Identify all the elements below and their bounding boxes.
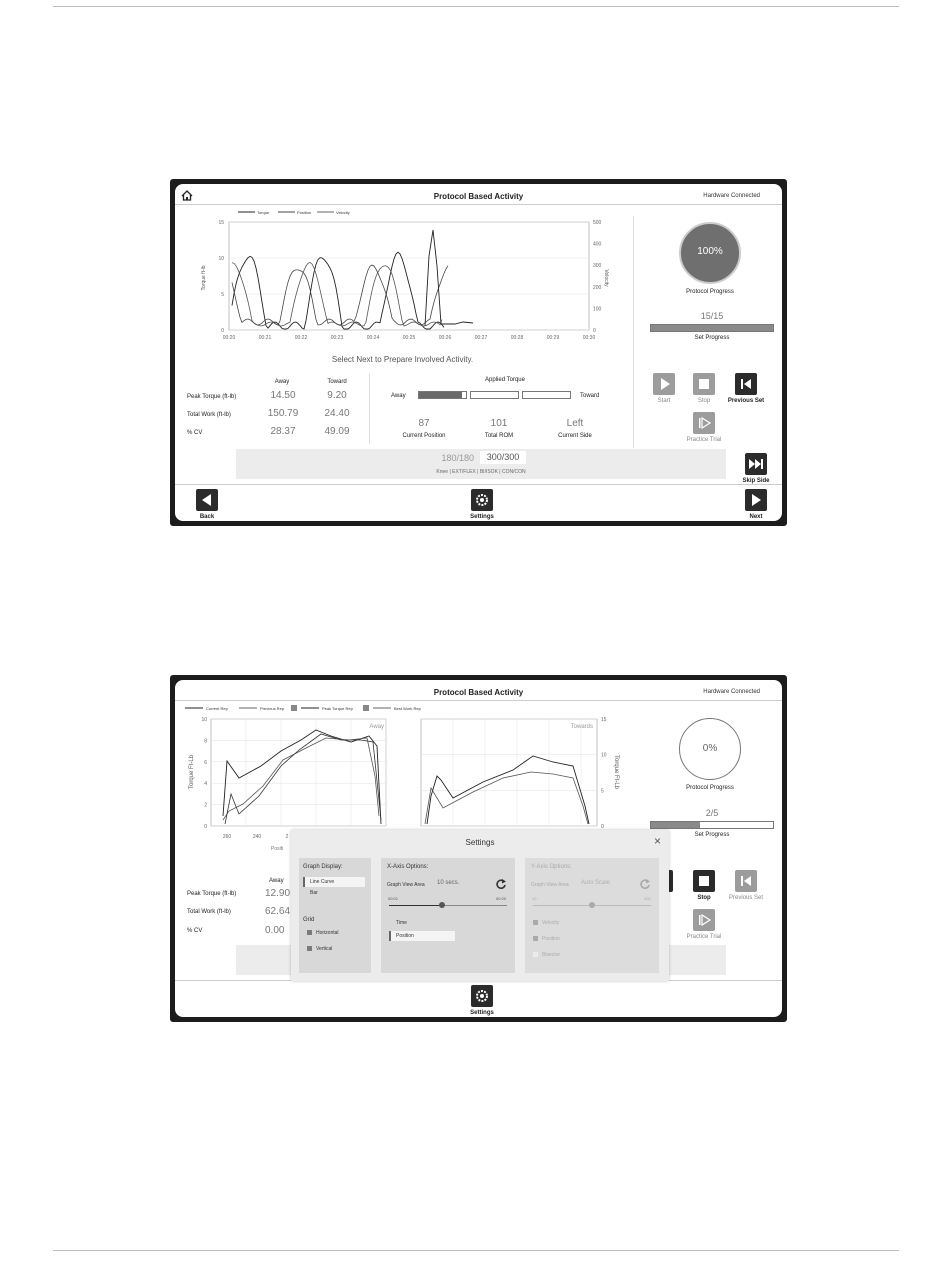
protocol-progress-label: Protocol Progress	[686, 785, 734, 791]
stats-row-label: Total Work (ft-lb)	[187, 412, 231, 418]
next-button[interactable]	[745, 489, 767, 511]
set-progress-fill	[651, 822, 700, 828]
x-axis-panel	[381, 858, 515, 973]
fast-forward-icon	[745, 453, 767, 475]
stats-col-away: Away	[269, 878, 284, 884]
x-tick-label: 00:22	[294, 335, 308, 341]
play-icon	[653, 373, 675, 395]
stop-label: Stop	[697, 398, 711, 404]
stats-col-away: Away	[274, 379, 290, 385]
stop-button[interactable]	[693, 373, 715, 395]
practice-trial-label: Practice Trial	[686, 437, 722, 443]
rep-legend	[183, 703, 463, 713]
y-right-ticks	[593, 220, 602, 334]
stats-toward-value: 49.09	[324, 426, 350, 437]
checkbox-icon	[533, 952, 538, 957]
checkbox-icon	[307, 930, 312, 935]
previous-set-label: Previous Set	[727, 398, 765, 404]
y-tick-label: 8	[204, 738, 207, 745]
legend-torque: Torque	[257, 210, 270, 215]
y-right-tick-label: 300	[593, 263, 602, 270]
x-slider-max: 00:20	[496, 896, 507, 901]
set-progress-value: 15/15	[700, 311, 724, 321]
start-label: Start	[657, 398, 671, 404]
gridlines	[229, 222, 589, 330]
stats-away-value: 28.37	[270, 426, 296, 437]
start-button[interactable]	[653, 373, 675, 395]
stats-row-label: Peak Torque (ft-lb)	[187, 891, 237, 897]
back-button[interactable]	[196, 489, 218, 511]
skip-side-button[interactable]	[745, 453, 767, 475]
previous-set-button[interactable]	[735, 870, 757, 892]
stats-row-label: Peak Torque (ft-lb)	[187, 394, 237, 400]
y-slider-thumb[interactable]	[589, 902, 595, 908]
chart-tag-towards: Towards	[570, 724, 593, 730]
x-tick-label: 00:20	[222, 335, 236, 341]
applied-torque-meter	[418, 391, 573, 399]
y-tick-label: 15	[218, 220, 224, 226]
option-time[interactable]: Time	[396, 920, 407, 926]
applied-torque-fill	[419, 392, 462, 398]
y-option-position[interactable]	[533, 936, 560, 942]
protocol-progress-value: 100%	[697, 246, 723, 257]
y-right-tick-label: 100	[593, 306, 602, 313]
protocol-progress-value: 0%	[702, 743, 718, 754]
settings-label: Settings	[470, 1010, 494, 1016]
reset-icon[interactable]	[495, 878, 507, 890]
y-right-tick-label: 200	[593, 284, 602, 291]
stop-button[interactable]	[693, 870, 715, 892]
x-tick-label: 00:27	[474, 335, 488, 341]
current-rep-line	[223, 730, 381, 824]
grid-vertical-label: Vertical	[316, 946, 333, 952]
y-axis-label: Torque Ft-Lb	[189, 754, 195, 790]
footer-divider	[175, 484, 782, 485]
previous-set-button[interactable]	[735, 373, 757, 395]
set-progress-label: Set Progress	[694, 335, 730, 341]
towards-torque-chart	[413, 716, 623, 836]
x-slider-track[interactable]	[389, 905, 507, 906]
x-view-area-label: Graph View Area	[387, 882, 425, 888]
torque-series	[232, 252, 444, 329]
app-window	[175, 184, 782, 521]
set-progress-value: 2/5	[705, 808, 719, 818]
x-slider-fill	[389, 905, 442, 906]
y-option-bisector-label: Bisector	[542, 952, 561, 958]
settings-label: Settings	[470, 514, 494, 520]
x-tick-label: 00:23	[330, 335, 344, 341]
next-icon	[745, 489, 767, 511]
x-slider-thumb[interactable]	[439, 902, 445, 908]
legend-current-rep: Current Rep	[206, 706, 228, 711]
total-rom-value: 101	[490, 418, 508, 429]
total-rom-label: Total ROM	[484, 433, 514, 439]
x-tick-label: 00:24	[366, 335, 380, 341]
y-tick-label: 2	[204, 802, 207, 809]
y-right-label: Velocity	[603, 269, 609, 287]
y-tick-label: 10	[218, 256, 224, 262]
current-position-label: Current Position	[402, 433, 446, 439]
back-label: Back	[199, 514, 215, 520]
torque-chart	[193, 206, 613, 346]
current-position-value: 87	[418, 418, 430, 429]
y-option-position-label: Position	[542, 936, 560, 942]
checkbox-icon	[533, 920, 538, 925]
gear-icon	[471, 489, 493, 511]
current-side-label: Current Side	[558, 433, 592, 439]
legend-checkbox	[363, 705, 369, 711]
stats-away-value: 12.90	[265, 888, 291, 899]
chart-tag-away: Away	[369, 724, 384, 730]
y-tick-label: 15	[601, 717, 607, 723]
hardware-status: Hardware Connected	[703, 193, 760, 199]
stats-row-label: Total Work (ft-lb)	[187, 909, 231, 915]
practice-trial-button[interactable]	[693, 909, 715, 931]
y-tick-label: 10	[201, 717, 207, 723]
applied-torque-label: Applied Torque	[485, 377, 525, 383]
x-tick-label: 2	[285, 834, 289, 840]
plot-frame	[229, 222, 589, 330]
screenshot-protocol-activity	[170, 179, 787, 526]
header-divider	[175, 700, 782, 701]
option-bar[interactable]: Bar	[310, 890, 318, 896]
set-progress-fill	[651, 325, 773, 331]
grid-title: Grid	[303, 917, 315, 923]
current-rep-line	[427, 756, 589, 824]
y-axis-label: Torque Ft-Lb	[613, 754, 619, 790]
x-view-area-value: 10 secs.	[437, 880, 460, 886]
practice-trial-button[interactable]	[693, 412, 715, 434]
back-icon	[196, 489, 218, 511]
y-tick-label: 5	[601, 788, 604, 795]
x-tick-label: 00:29	[546, 335, 560, 341]
stats-toward-value: 9.20	[327, 390, 347, 401]
page-title: Protocol Based Activity	[433, 688, 524, 697]
stats-col-toward: Toward	[327, 379, 347, 385]
settings-dialog	[291, 830, 669, 981]
y-tick-label: 6	[204, 759, 207, 766]
stats-row-label: % CV	[187, 430, 203, 436]
y-slider-min: 10	[532, 896, 537, 901]
legend-best-work-rep: Best Work Rep	[394, 706, 421, 711]
x-tick-label: 00:25	[402, 335, 416, 341]
grid-vertical-option[interactable]	[307, 946, 332, 952]
stats-away-value: 0.00	[265, 925, 285, 936]
y-option-bisector[interactable]	[533, 952, 560, 958]
practice-trial-icon	[693, 412, 715, 434]
protocol-progress-label: Protocol Progress	[686, 289, 734, 295]
stats-toward-value: 24.40	[324, 408, 350, 419]
practice-trial-icon	[693, 909, 715, 931]
x-tick-label: 00:21	[258, 335, 272, 341]
status-message: Select Next to Prepare Involved Activity.	[331, 355, 474, 364]
current-side-value: Left	[566, 418, 584, 429]
legend-checkbox	[291, 705, 297, 711]
app-window	[175, 680, 782, 1017]
page-title: Protocol Based Activity	[433, 192, 524, 201]
x-tick-label: 260	[222, 834, 232, 840]
stop-label: Stop	[697, 895, 711, 901]
reset-icon[interactable]	[639, 878, 651, 890]
torque-spike	[425, 230, 473, 326]
header-divider	[175, 204, 782, 205]
rep-curves	[223, 730, 381, 824]
peak-torque-rep-line	[225, 734, 381, 824]
gear-icon	[471, 985, 493, 1007]
y-axis-title: Y-Axis Options:	[531, 864, 572, 870]
applied-torque-toward: Toward	[580, 393, 600, 399]
y-right-tick-label: 500	[593, 220, 602, 226]
x-axis-title: X-Axis Options:	[387, 864, 429, 870]
x-tick-label: 00:26	[438, 335, 452, 341]
set-progress-bar	[650, 324, 774, 332]
close-icon[interactable]: ×	[653, 834, 661, 848]
x-tick-label: 00:30	[582, 335, 596, 341]
set-progress-label: Set Progress	[694, 832, 730, 838]
protocol-description: Knee | EXT/FLEX | BI/ISOK | CON/CON	[436, 469, 526, 475]
page-top-rule	[53, 6, 899, 7]
y-tick-label: 4	[204, 781, 207, 788]
next-label: Next	[749, 514, 763, 520]
checkbox-icon	[307, 946, 312, 951]
y-ticks	[201, 717, 207, 830]
grid-horizontal-option[interactable]	[307, 930, 339, 936]
y-axis-panel	[525, 858, 659, 973]
stop-icon	[693, 373, 715, 395]
y-right-tick-label: 0	[593, 328, 596, 334]
previous-set-label: Previous Set	[728, 895, 764, 901]
y-left-ticks	[218, 220, 224, 334]
stats-row-label: % CV	[187, 928, 203, 934]
screenshot-settings-dialog	[170, 675, 787, 1022]
stop-icon	[693, 870, 715, 892]
x-tick-label: 240	[252, 834, 262, 840]
y-tick-label: 0	[221, 328, 224, 334]
y-slider-track[interactable]	[533, 905, 651, 906]
set-progress-bar	[650, 821, 774, 829]
y-ticks	[601, 717, 607, 830]
x-ticks	[223, 834, 289, 840]
legend-velocity: Velocity	[336, 210, 350, 215]
skip-back-icon	[735, 870, 757, 892]
hardware-status: Hardware Connected	[703, 689, 760, 695]
y-tick-label: 10	[601, 752, 607, 759]
speed-away: 180/180	[441, 453, 474, 463]
y-slider-max: 400	[644, 896, 651, 901]
legend-peak-torque-rep: Peak Torque Rep	[322, 706, 353, 711]
practice-trial-label: Practice Trial	[686, 934, 722, 940]
legend-position: Position	[297, 210, 312, 215]
page-bottom-rule	[53, 1250, 899, 1251]
y-option-velocity-label: Velocity	[542, 920, 560, 926]
rep-curves	[425, 756, 589, 824]
gridlines	[421, 719, 597, 826]
y-tick-label: 0	[601, 824, 604, 830]
x-slider-min: 00:01	[388, 896, 399, 901]
skip-back-icon	[735, 373, 757, 395]
x-ticks	[223, 335, 596, 341]
settings-button[interactable]	[471, 985, 493, 1007]
y-left-label: Torque ft-lb	[201, 265, 207, 291]
stats-divider	[369, 374, 370, 444]
grid-horizontal-label: Horizontal	[316, 930, 339, 936]
option-position[interactable]: Position	[389, 931, 455, 941]
away-torque-chart	[181, 716, 391, 852]
option-line-curve[interactable]: Line Curve	[303, 877, 365, 887]
skip-side-label: Skip Side	[742, 478, 770, 484]
y-tick-label: 0	[204, 824, 207, 830]
y-option-velocity[interactable]	[533, 920, 559, 926]
x-tick-label: 00:28	[510, 335, 524, 341]
y-tick-label: 5	[221, 292, 224, 298]
settings-dialog-title: Settings	[465, 838, 495, 847]
checkbox-icon	[533, 936, 538, 941]
legend-previous-rep: Previous Rep	[260, 706, 285, 711]
y-view-area-label: Graph View Area	[531, 882, 569, 888]
applied-torque-away: Away	[391, 393, 406, 399]
graph-display-panel	[299, 858, 371, 973]
settings-button[interactable]	[471, 489, 493, 511]
stats-away-value: 150.79	[267, 408, 299, 419]
y-right-tick-label: 400	[593, 241, 602, 248]
stats-away-value: 62.64	[265, 906, 291, 917]
chart-legend	[238, 210, 350, 215]
x-axis-label: Positi	[271, 846, 284, 852]
speed-toward: 300/300	[480, 451, 526, 464]
y-view-area-value: Auto Scale	[581, 880, 611, 886]
graph-display-title: Graph Display:	[303, 864, 343, 870]
previous-rep-line	[425, 772, 588, 824]
chart-curves	[232, 230, 473, 329]
vertical-divider	[633, 216, 634, 448]
stats-away-value: 14.50	[270, 390, 296, 401]
